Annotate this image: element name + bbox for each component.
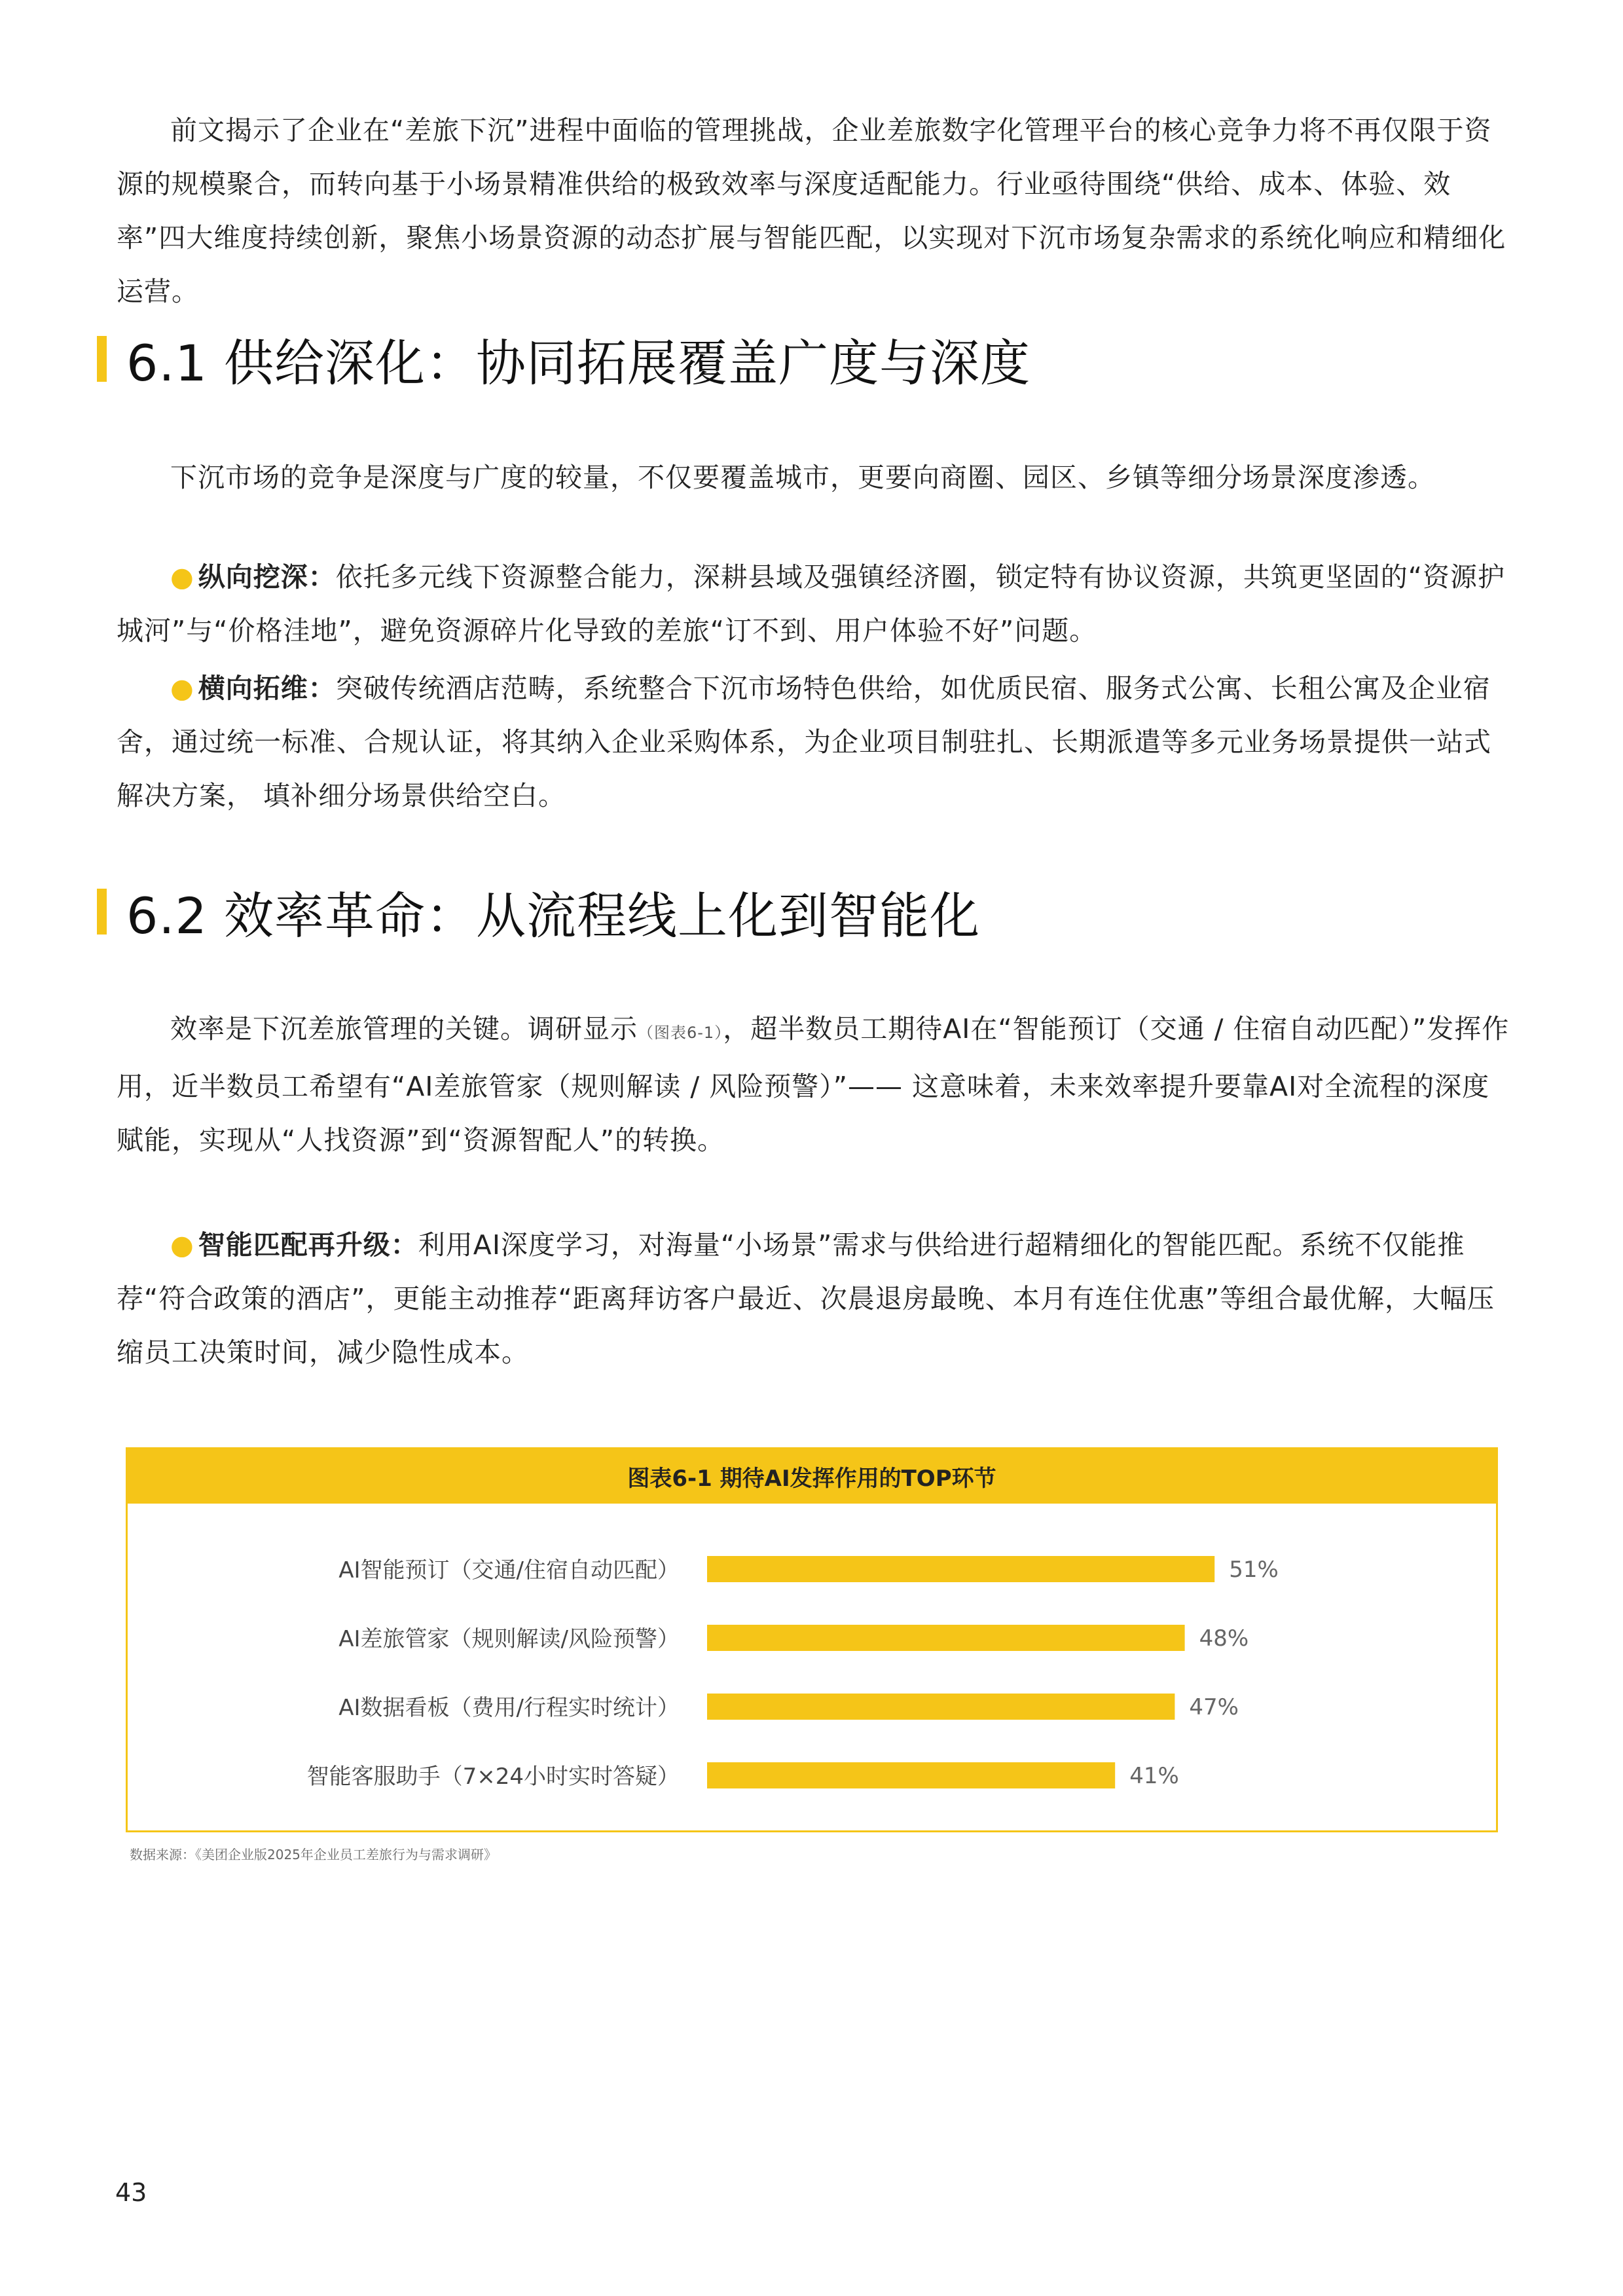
section-heading-6-2 [97,885,981,945]
category-label: AI数据看板（费用/行程实时统计） [338,1695,680,1721]
chart-reference: （图表6-1） [638,1024,723,1042]
bullet-label: 纵向挖深： [198,561,336,593]
section-heading-6-1 [97,333,1031,392]
section1-lead: 下沉市场的竞争是深度与广度的较量，不仅要覆盖城市，更要向商圈、园区、乡镇等细分场景深度渗透。 [170,462,1435,493]
chart-title: 图表6-1 期待AI发挥作用的TOP环节 [128,1449,1496,1504]
category-label: 智能客服助手（7×24小时实时答疑） [306,1764,680,1790]
bullet-text: 利用AI深度学习，对海量“小场景”需求与供给进行超精细化的智能匹配。系统不仅能推荐“符合政策的酒店”，更能主动推荐“距离拜访客户最近、次晨退房最晚、本月有连住优惠”等组合最优解，大幅压缩员工决策时间，减少隐性成本。 [117,1229,1495,1368]
heading-accent-bar [97,889,107,935]
bar [707,1694,1175,1720]
lead-text: 效率是下沉差旅管理的关键。调研显示 [170,1013,638,1045]
bar [707,1556,1214,1582]
bullet-text: 依托多元线下资源整合能力，深耕县域及强镇经济圈，锁定特有协议资源，共筑更坚固的“资源护城河”与“价格洼地”，避免资源碎片化导致的差旅“订不到、用户体验不好”问题。 [117,561,1506,646]
section-title: 6.2 效率革命：从流程线上化到智能化 [126,886,981,945]
value-label: 48% [1199,1625,1249,1652]
bullet-vertical [117,550,1514,657]
intro-paragraph: 前文揭示了企业在“差旅下沉”进程中面临的管理挑战，企业差旅数字化管理平台的核心竞争力将不再仅限于资源的规模聚合，而转向基于小场景精准供给的极致效率与深度适配能力。行业亟待围绕“供给、成本、体验、效率”四大维度持续创新，聚焦小场景资源的动态扩展与智能匹配，以实现对下沉市场复杂需求的系统化响应和精细化运营。 [117,115,1506,307]
bullet-dot-icon: ● [170,1229,194,1261]
page-number: 43 [115,2178,147,2207]
value-label: 47% [1189,1694,1239,1720]
bullet-dot-icon: ● [170,561,194,593]
bar [707,1762,1115,1788]
bullet-dot-icon: ● [170,673,194,704]
value-label: 41% [1129,1763,1179,1789]
heading-accent-bar [97,336,107,382]
bullet-text: 突破传统酒店范畴，系统整合下沉市场特色供给，如优质民宿、服务式公寓、长租公寓及企业宿舍，通过统一标准、合规认证，将其纳入企业采购体系，为企业项目制驻扎、长期派遣等多元业务场景提供一站式解决方案， 填补细分场景供给空白。 [117,673,1491,811]
bullet-label: 智能匹配再升级： [198,1229,418,1261]
data-source: 数据来源：《美团企业版2025年企业员工差旅行为与需求调研》 [130,1847,497,1862]
lead-text-continued: ，超半数员工期待AI在“智能预订（交通 / 住宿自动匹配）”发挥作用，近半数员工希望有“AI差旅管家（规则解读 / 风险预警）”—— 这意味着，未来效率提升要靠AI对全流程的深度赋能，实现从“人找资源”到“资源智配人”的转换。 [117,1013,1510,1156]
bullet-smart-match [117,1218,1514,1379]
value-label: 51% [1229,1557,1279,1583]
bullet-horizontal [117,661,1514,823]
category-label: AI智能预订（交通/住宿自动匹配） [338,1557,680,1583]
category-label: AI差旅管家（规则解读/风险预警） [338,1626,680,1652]
bar-chart [128,1504,1496,1830]
bullet-label: 横向拓维： [198,673,336,704]
chart-container [126,1447,1498,1832]
bar [707,1625,1185,1651]
section-title: 6.1 供给深化：协同拓展覆盖广度与深度 [126,333,1031,392]
section2-lead [117,1002,1514,1167]
